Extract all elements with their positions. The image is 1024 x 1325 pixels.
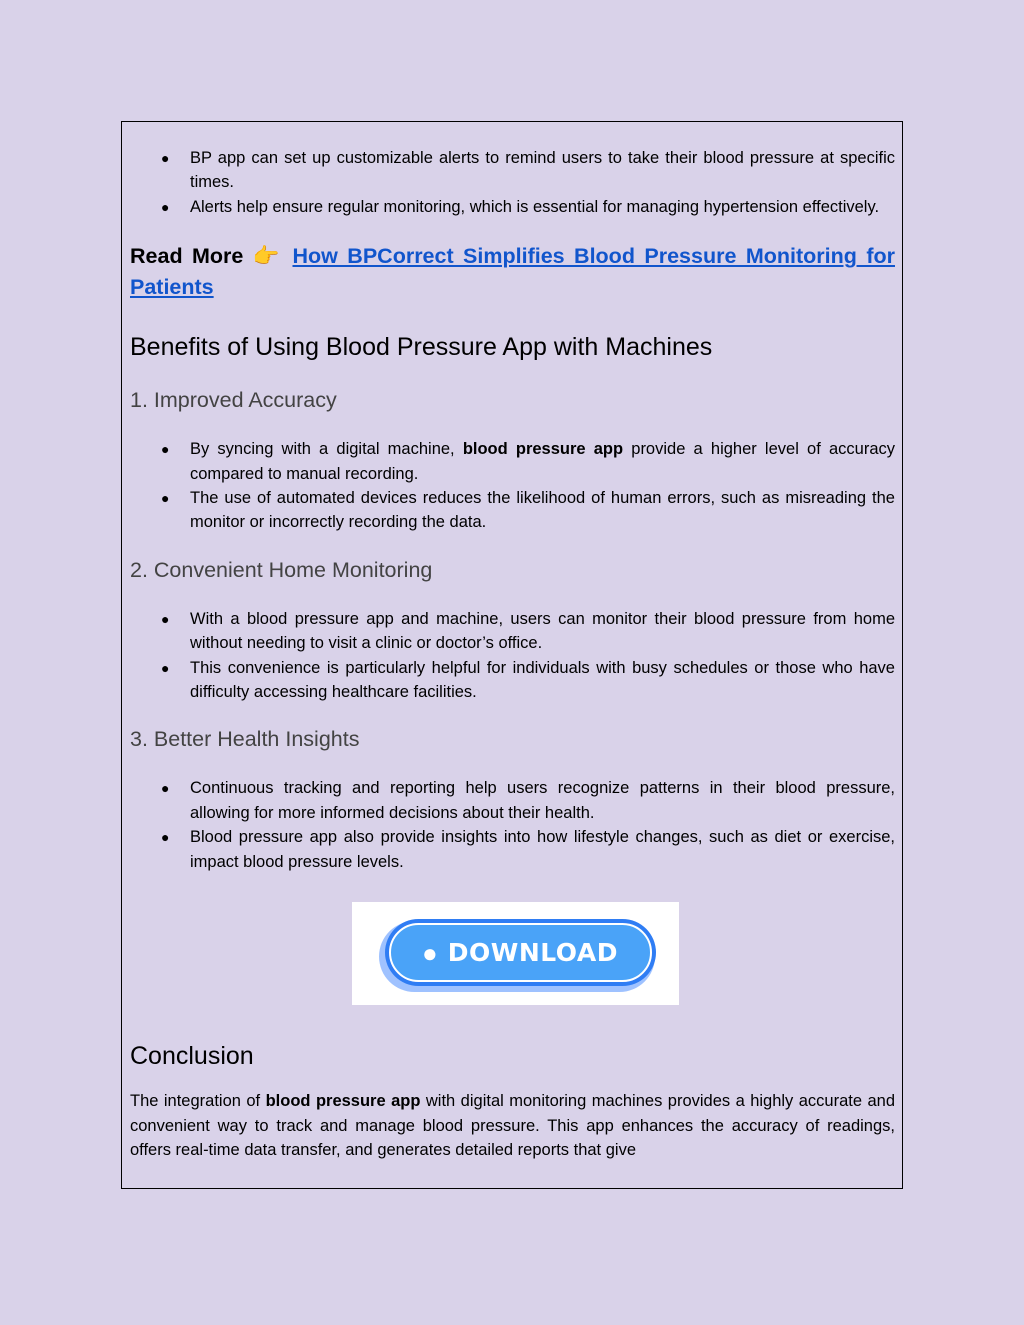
conclusion-heading: Conclusion (130, 1042, 254, 1071)
conclusion-text-before: The integration of (130, 1092, 266, 1111)
apple-icon: ● (422, 937, 438, 968)
list-item (130, 656, 895, 705)
pointing-hand-icon: 👉 (252, 244, 284, 269)
bullet-text-after: provide a higher level of accuracy compared to manual recording. (190, 440, 895, 483)
conclusion-paragraph (130, 1089, 895, 1162)
list-item (130, 195, 895, 219)
bullet-text: With a blood pressure app and machine, users can monitor their blood pressure from home without needing to visit a clinic or doctor’s office. (190, 609, 895, 653)
bullet-text: This convenience is particularly helpful for individuals with busy schedules or those who have difficulty accessing healthcare facilities. (190, 658, 895, 702)
bullet-dot-icon: ● (161, 150, 170, 166)
health-insights-bullet-list (130, 776, 895, 874)
bullet-dot-icon: ● (161, 829, 170, 846)
list-item (130, 607, 895, 656)
list-item (130, 776, 895, 825)
document-content (130, 146, 895, 1162)
document-page (121, 121, 903, 1189)
bullet-dot-icon: ● (161, 780, 170, 797)
bullet-text: The use of automated devices reduces the likelihood of human errors, such as misreading the monitor or incorrectly recording the data. (190, 489, 895, 532)
read-more-link[interactable]: How BPCorrect Simplifies Blood Pressure Monitoring for Patients (130, 244, 895, 300)
bullet-text: Continuous tracking and reporting help users recognize patterns in their blood pressure, allowing for more informed decisions about their health. (190, 779, 895, 822)
download-image (352, 902, 679, 1005)
list-item (130, 486, 895, 535)
section-heading-health-insights: 3. Better Health Insights (130, 727, 360, 752)
bullet-text-bold: blood pressure app (462, 440, 624, 459)
download-image-wrap (130, 902, 895, 1005)
conclusion-text-after: with digital monitoring machines provides a highly accurate and convenient way to track and manage blood pressure. This app enhances the accuracy of readings, offers real-time data transfer, and generates detailed reports that give (130, 1092, 896, 1159)
accuracy-bullet-list (130, 437, 895, 535)
list-item (130, 825, 895, 874)
section-heading-home-monitoring: 2. Convenient Home Monitoring (130, 557, 433, 582)
download-button[interactable] (385, 919, 656, 986)
read-more-label: Read More (130, 244, 244, 269)
bullet-text: Alerts help ensure regular monitoring, which is essential for managing hypertension effectively. (190, 197, 880, 216)
bullet-text: BP app can set up customizable alerts to remind users to take their blood pressure at specific times. (190, 149, 895, 192)
bullet-dot-icon: ● (161, 490, 170, 507)
download-button-face (389, 923, 652, 982)
bullet-dot-icon: ● (161, 441, 170, 458)
bullet-dot-icon: ● (161, 610, 170, 627)
conclusion-text-bold: blood pressure app (265, 1092, 421, 1111)
bullet-dot-icon: ● (161, 659, 170, 676)
list-item (130, 146, 895, 195)
intro-bullet-list (130, 146, 895, 219)
section-heading-accuracy: 1. Improved Accuracy (130, 388, 337, 413)
read-more-line (130, 241, 895, 303)
bullet-text: Blood pressure app also provide insights into how lifestyle changes, such as diet or exercise, impact blood pressure levels. (190, 828, 895, 871)
bullet-dot-icon: ● (161, 198, 170, 215)
download-button-label: DOWNLOAD (447, 938, 618, 968)
list-item (130, 437, 895, 486)
benefits-heading: Benefits of Using Blood Pressure App with Machines (130, 333, 713, 362)
home-monitoring-bullet-list (130, 607, 895, 705)
bullet-text-before: By syncing with a digital machine, (190, 440, 463, 459)
